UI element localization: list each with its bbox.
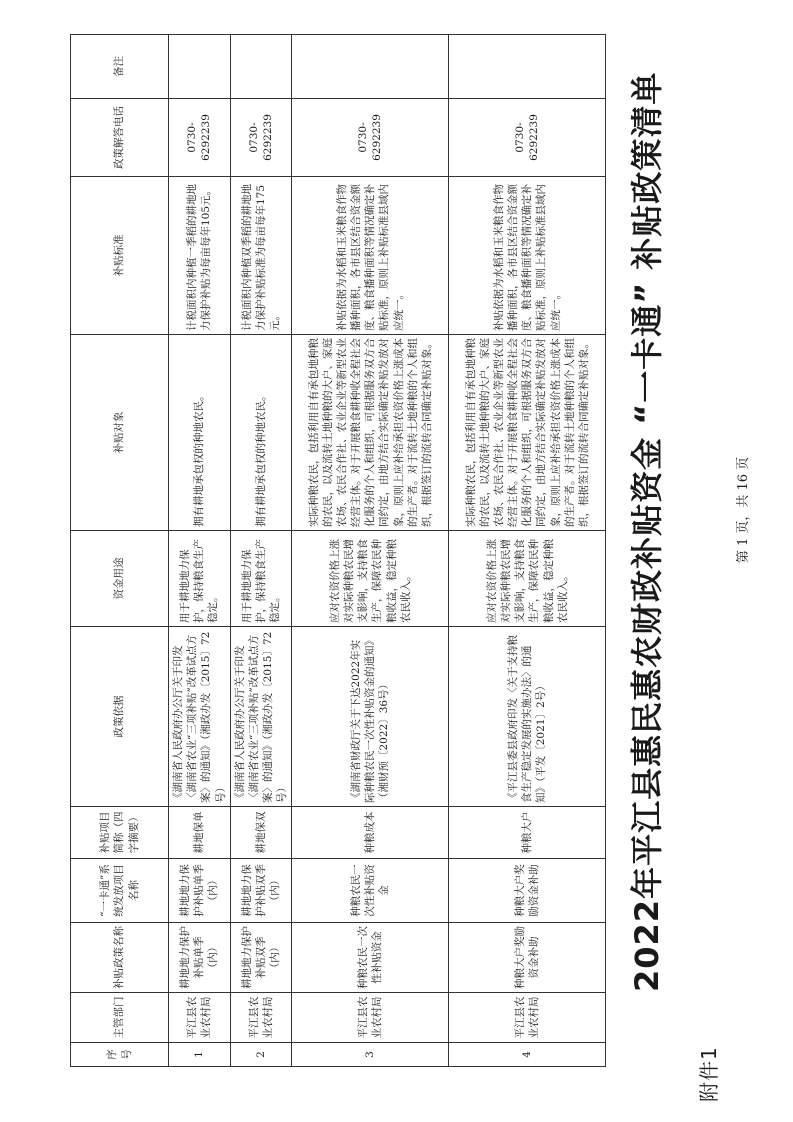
cell-basis: 《湖南省人民政府办公厅关于印发〈湖南省农业“三项补贴”改革试点方案〉的通知》（湘政办发〔2015〕72号） (169, 627, 231, 807)
cell-target: 拥有耕地承包权的种地农民。 (169, 335, 231, 531)
annex-label: 附件1 (697, 1046, 721, 1102)
header-use: 资金用途 (71, 531, 169, 627)
table-row (449, 35, 606, 1067)
table-row (169, 35, 231, 1067)
table-header-row (71, 35, 169, 1067)
cell-note (292, 35, 449, 99)
page-title: 2022年平江县惠民惠农财政补贴资金 “一卡通” 补贴政策清单 (628, 71, 666, 992)
cell-phone: 0730-6292239 (230, 99, 292, 177)
cell-phone: 0730-6292239 (292, 99, 449, 177)
table-row (292, 35, 449, 1067)
cell-dept: 平江县农业农村局 (169, 993, 231, 1043)
cell-basis: 《湖南省人民政府办公厅关于印发〈湖南省农业“三项补贴”改革试点方案〉的通知》（湘政办发〔2015〕72号） (230, 627, 292, 807)
cell-note (449, 35, 606, 99)
cell-target: 实际种粮农民，包括利用自有承包地种粮的农民，以及流转土地种粮的大户、家庭农场、农民合作社、农业企业等新型农业经营主体。对于开展粮食耕种收全程社会化服务的个人和组织，可根据服务双方合同约定，由地方结合实际确定补贴发放对象，原则上应补给承担农资价格上涨成本的生产者。对于流转土地种粮的个人和组织，根据签订的流转合同确定补贴对象。 (449, 335, 606, 531)
cell-basis: 《湖南省财政厅关于下达2022年实际种粮农民一次性补贴资金的通知》（湘财预〔2022〕36号） (292, 627, 449, 807)
cell-dept: 平江县农业农村局 (449, 993, 606, 1043)
header-standard: 补贴标准 (71, 177, 169, 335)
cell-standard: 补贴依据为水稻和玉米粮食作物播种面积，各市县区结合资金额度、粮食播种面积等情况确定补贴标准，原则上补贴标准县域内应统一。 (292, 177, 449, 335)
cell-phone: 0730-6292239 (169, 99, 231, 177)
cell-standard: 计税面积内种植双季稻的耕地地力保护补贴标准为每亩每年175元。 (230, 177, 292, 335)
cell-system-name: 耕地地力保护补贴双季（内） (230, 859, 292, 923)
page-number: 第 1 页，共 16 页 (736, 456, 751, 564)
cell-use: 应对农资价格上涨对实际种粮农民增支影响，支持粮食生产，保障农民种粮收益，稳定种粮农民收入。 (449, 531, 606, 627)
cell-abbr: 种粮成本 (292, 807, 449, 859)
cell-system-name: 种粮农民一次性补贴资金 (292, 859, 449, 923)
cell-use: 用于耕地地力保护，保持粮食生产稳定。 (169, 531, 231, 627)
cell-subsidy-name: 种粮大户奖励资金补助 (449, 923, 606, 993)
header-basis: 政策依据 (71, 627, 169, 807)
cell-system-name: 种粮大户奖励资金补助 (449, 859, 606, 923)
header-dept: 主管部门 (71, 993, 169, 1043)
cell-seq: 4 (449, 1043, 606, 1067)
cell-phone: 0730-6292239 (449, 99, 606, 177)
cell-abbr: 耕地保双 (230, 807, 292, 859)
cell-seq: 1 (169, 1043, 231, 1067)
cell-standard: 补贴依据为水稻和玉米粮食作物播种面积，各市县区结合资金额度、粮食播种面积等情况确定补贴标准，原则上补贴标准县域内应统一。 (449, 177, 606, 335)
cell-seq: 2 (230, 1043, 292, 1067)
cell-use: 应对农资价格上涨对实际种粮农民增支影响，支持粮食生产，保障农民种粮收益，稳定种粮农民收入。 (292, 531, 449, 627)
cell-dept: 平江县农业农村局 (292, 993, 449, 1043)
cell-standard: 计税面积内种植一季稻的耕地地力保护补贴为每亩每年105元。 (169, 177, 231, 335)
header-system-name: “一卡通”系统发放项目名称 (71, 859, 169, 923)
header-target: 补贴对象 (71, 335, 169, 531)
cell-use: 用于耕地地力保护，保持粮食生产稳定。 (230, 531, 292, 627)
cell-target: 实际种粮农民，包括利用自有承包地种粮的农民，以及流转土地种粮的大户、家庭农场、农民合作社、农业企业等新型农业经营主体。对于开展粮食耕种收全程社会化服务的个人和组织，可根据服务双方合同约定，由地方结合实际确定补贴发放对象，原则上应补给承担农资价格上涨成本的生产者。对于流转土地种粮的个人和组织，根据签订的流转合同确定补贴对象。 (292, 335, 449, 531)
cell-note (169, 35, 231, 99)
cell-seq: 3 (292, 1043, 449, 1067)
cell-abbr: 种粮大户 (449, 807, 606, 859)
header-abbr: 补贴项目简称（四字摘要） (71, 807, 169, 859)
cell-basis: 《平江县委县政府印发〈关于支持粮食生产稳定发展的实施办法〉的通知》（平发〔2021〕2号） (449, 627, 606, 807)
cell-note (230, 35, 292, 99)
header-note: 备注 (71, 35, 169, 99)
cell-subsidy-name: 耕地地力保护补贴双季（内） (230, 923, 292, 993)
cell-subsidy-name: 耕地地力保护补贴单季（内） (169, 923, 231, 993)
header-phone: 政策解答电话 (71, 99, 169, 177)
cell-target: 拥有耕地承包权的种地农民。 (230, 335, 292, 531)
header-seq: 序号 (71, 1043, 169, 1067)
table-row (230, 35, 292, 1067)
cell-subsidy-name: 种粮农民一次性补贴资金 (292, 923, 449, 993)
cell-system-name: 耕地地力保护补贴单季（内） (169, 859, 231, 923)
subsidy-policy-table (70, 34, 606, 1067)
cell-dept: 平江县农业农村局 (230, 993, 292, 1043)
header-subsidy-name: 补贴政策名称 (71, 923, 169, 993)
cell-abbr: 耕地保单 (169, 807, 231, 859)
